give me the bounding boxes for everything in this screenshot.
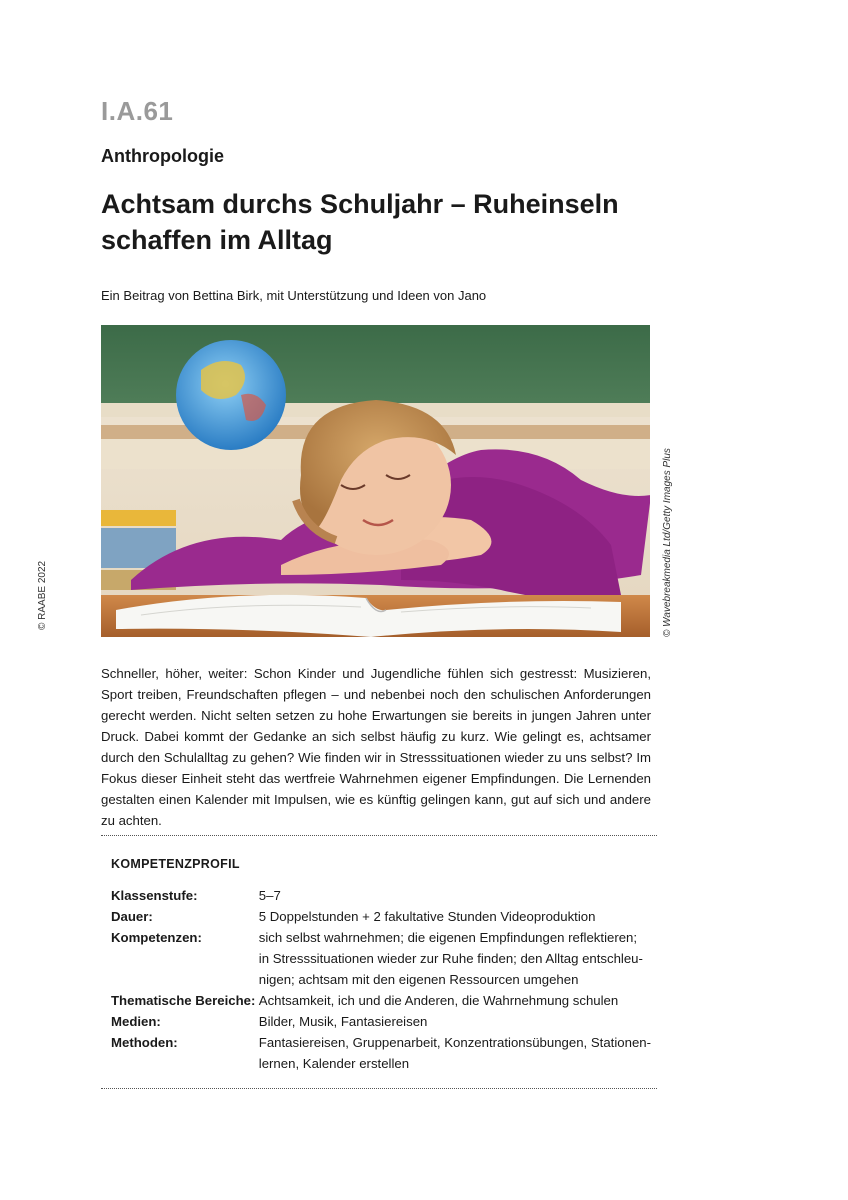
profile-value bbox=[259, 1032, 651, 1074]
profile-value bbox=[259, 885, 651, 906]
profile-value-line: Achtsamkeit, ich und die Anderen, die Wahrnehmung schulen bbox=[258, 993, 619, 1008]
profile-row-kompetenzen bbox=[111, 927, 651, 990]
photo-girl-sleeping-on-book-icon bbox=[101, 325, 650, 637]
profile-row-thematische-bereiche bbox=[111, 990, 651, 1011]
profile-value bbox=[259, 906, 651, 927]
profile-row-methoden bbox=[111, 1032, 651, 1074]
profile-value bbox=[259, 990, 651, 1011]
profile-key: Kompetenzen: bbox=[111, 930, 202, 945]
profile-heading: KOMPETENZPROFIL bbox=[111, 857, 240, 871]
profile-value-line: 5 Doppelstunden + 2 fakultative Stunden Videoproduktion bbox=[258, 909, 596, 924]
profile-row-dauer bbox=[111, 906, 651, 927]
profile-value-line: 5–7 bbox=[258, 888, 281, 903]
photo-credit-text: © Wavebreakmedia Ltd/Getty Images Plus bbox=[662, 448, 673, 637]
copyright-text: © RAABE 2022 bbox=[37, 560, 48, 630]
profile-row-medien bbox=[111, 1011, 651, 1032]
profile-key: Dauer: bbox=[111, 909, 153, 924]
profile-key: Medien: bbox=[111, 1014, 161, 1029]
profile-value-line: lernen, Kalender erstellen bbox=[258, 1056, 410, 1071]
competence-profile-table bbox=[111, 885, 651, 1074]
profile-key: Thematische Bereiche: bbox=[111, 993, 256, 1008]
profile-value-line: Fantasiereisen, Gruppenarbeit, Konzentrationsübungen, Stationen- bbox=[258, 1035, 651, 1050]
cover-photo bbox=[101, 325, 650, 637]
profile-value-line: in Stresssituationen wieder zur Ruhe finden; den Alltag entschleu- bbox=[258, 951, 643, 966]
title-line-2: schaffen im Alltag bbox=[101, 225, 333, 255]
title-line-1: Achtsam durchs Schuljahr – Ruheinseln bbox=[101, 189, 619, 219]
dotted-divider-bottom bbox=[101, 1088, 657, 1089]
dotted-divider-top bbox=[101, 835, 657, 836]
profile-value bbox=[259, 927, 651, 990]
profile-key: Klassenstufe: bbox=[111, 888, 198, 903]
profile-key: Methoden: bbox=[111, 1035, 178, 1050]
profile-value bbox=[259, 1011, 651, 1032]
subject-heading: Anthropologie bbox=[101, 146, 224, 166]
profile-row-klassenstufe bbox=[111, 885, 651, 906]
intro-paragraph: Schneller, höher, weiter: Schon Kinder und Jugendliche fühlen sich gestresst: Musizieren, Sport treiben, Freundschaften pflegen – und nebenbei noch den schulischen Anforderungen gerecht werden. Nicht selten setzen zu hohe Erwartungen sie bereits in jungen Jahren unter Druck. Dabei kommt der Gedanke an sich selbst häufig zu kurz. Wie gelingt es, achtsamer durch den Schulalltag zu gehen? Wie finden wir in Stresssituationen wieder zu uns selbst? Im Fokus dieser Einheit steht das wertfreie Wahrnehmen eigener Empfindungen. Die Lernenden gestalten einen Kalender mit Impulsen, wie es künftig gelingen kann, gut auf sich und andere zu achten. bbox=[101, 666, 651, 828]
unit-code: I.A.61 bbox=[101, 96, 174, 126]
profile-value-line: nigen; achtsam mit den eigenen Ressourcen umgehen bbox=[258, 972, 579, 987]
profile-value-line: Bilder, Musik, Fantasiereisen bbox=[258, 1014, 428, 1029]
author-byline: Ein Beitrag von Bettina Birk, mit Unterstützung und Ideen von Jano bbox=[101, 288, 487, 303]
page-title bbox=[101, 186, 661, 258]
profile-value-line: sich selbst wahrnehmen; die eigenen Empfindungen reflektieren; bbox=[258, 930, 638, 945]
